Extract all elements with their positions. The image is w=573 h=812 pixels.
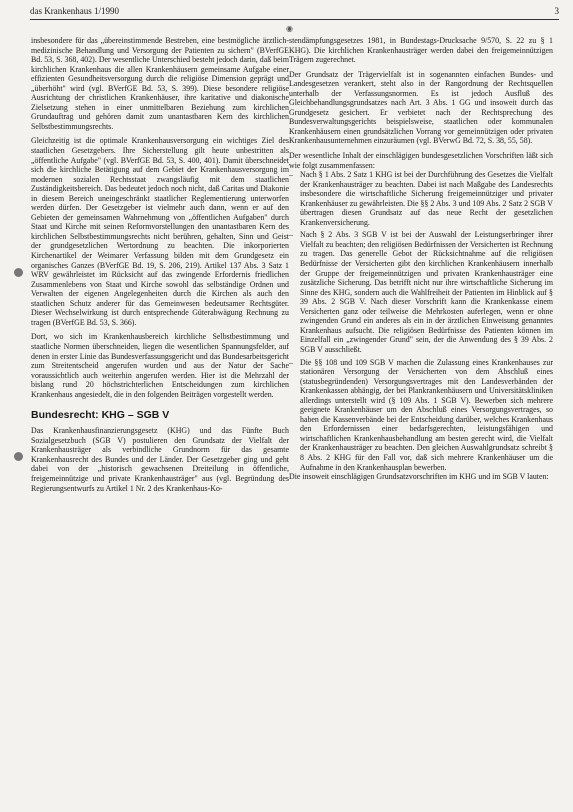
list-item: – Nach § 1 Abs. 2 Satz 1 KHG ist bei der Durchführung des Gesetzes die Vielfalt der Krankenhausträger zu beachten. Dabei ist nach Maßgabe des Landesrechts insbesondere die wirtschaftliche Sicherung freigemeinnütziger und privater Krankenhäuser zu gewährleisten. Die §§ 2 Abs. 3 und 109 Abs. 2 Satz 2 SGB V übertragen diesen Grundsatz auf das neue Recht der gesetzlichen Krankenversicherung.	[289, 170, 553, 227]
left-column	[31, 36, 289, 493]
paragraph: Das Krankenhausfinanzierungsgesetz (KHG) und das Fünfte Buch Sozialgesetzbuch (SGB V) postulieren den Grundsatz der Vielfalt der Krankenhausträger als verbindliche Grundnorm für das gesamte Krankenhausrecht des Bundes und der Länder. Der Gesetzgeber ging und geht dabei von der „historisch gewachsenen Dreiteilung in öffentliche, freigemeinnützige und private Krankenhausträger" aus (vgl. Begründung des Regierungsentwurfs zu Artikel 1 Nr. 2 des Krankenhaus-Ko-	[31, 426, 289, 493]
ornament-icon: ◉	[286, 24, 293, 33]
paragraph: Die insoweit einschlägigen Grundsatzvorschriften im KHG und im SGB V lauten:	[289, 472, 549, 482]
paragraph: Der wesentliche Inhalt der einschlägigen bundesgesetzlichen Vorschriften läßt sich wie folgt zusammenfassen:	[289, 151, 553, 170]
paragraph: Der Grundsatz der Trägervielfalt ist in sogenannten einfachen Bundes- und Landesgesetzen verankert, steht also in der Rangordnung der Rechtsquellen unterhalb der Verfassungsnormen. Es ist jedoch Ausfluß des Gleichbehandlungsgrundsatzes nach Art. 3 Abs. 1 GG und insoweit durch das Grundgesetz gesichert. Er verbietet nach der Rechtsprechung des Bundesverwaltungsgerichts beispielsweise, staatlichen oder kommunalen Krankenhäusern einen grundsätzlichen Vorrang vor gemeinnützigen oder privaten Krankenhausunternehmen einzuräumen (vgl. BVerwG Bd. 72, S. 38, 55, 58).	[289, 69, 553, 146]
punch-hole-icon	[14, 452, 23, 461]
section-heading: Bundesrecht: KHG – SGB V	[31, 409, 170, 422]
header-rule	[30, 19, 559, 20]
paragraph: Gleichzeitig ist die optimale Krankenhausversorgung ein wichtiges Ziel des staatlichen Gesetzgebers. Ihre Sicherstellung gilt heute unbestritten als „öffentliche Aufgabe" (vgl. BVerfGE Bd. 53, S. 400, 401). Damit überschneidet sich die kirchliche Betätigung auf dem Gebiet der Krankenhausversorgung im modernen sozialen Rechtsstaat zwangsläufig mit dem staatlichen Zuständigkeitsbereich. Das bedeutet jedoch noch nicht, daß Caritas und Diakonie in diesem Bereich uneingeschränkt staatlicher Reglementierung unterworfen werden dürfen. Der Gesetzgeber ist vielmehr auch dann, wenn er auf den Gebieten der gemeinsamen Wahrnehmung von „öffentlichen Aufgaben" durch Staat und Kirche mit seinen Reformvorstellungen den unantastbaren Kern des kirchlichen Selbstbestimmungsrechts nicht berühren, gehalten, Sinn und Geist der grundgesetzlichen Wertordnung zu beachten. Die inkorporierten Kirchenartikel der Weimarer Verfassung bilden mit dem Grundgesetz ein organisches Ganzes (BVerfGE Bd. 19, S. 206, 219). Artikel 137 Abs. 3 Satz 1 WRV gewährleistet im Rücksicht auf das zwingende Erfordernis friedlichen Zusammenlebens von Staat und Kirche sowohl das selbständige Ordnen und Verwalten der eigenen Angelegenheiten durch die Kirchen als auch den staatlichen Schutz anderer für das Gemeinwesen bedeutsamer Rechtsgüter. Dieser Wechselwirkung ist durch entsprechende Güterabwägung Rechnung zu tragen (BVerfGE Bd. 53, S. 366).	[31, 136, 289, 327]
running-header	[30, 6, 559, 20]
paragraph: stendämpfungsgesetzes 1981, in Bundestags-Drucksache 9/570, S. 22 zu § 1 KHG). Die kirchlichen Krankenhausträger werden dabei den freigemeinnützigen Trägern zugerechnet.	[289, 36, 553, 65]
paragraph: insbesondere für das „übereinstimmende Bestreben, eine bestmögliche ärztlich-medizinische Behandlung und Versorgung der Patienten zu sichern" (BVerfGE Bd. 53, S. 368, 402). Der wesentliche Unterschied besteht jedoch darin, daß beim kirchlichen Krankenhaus die allen Krankenhäusern gemeinsame Aufgabe einer effizienten Gesundheitsversorgung durch die religiöse Dimension geprägt und „überhöht" wird (vgl. BVerfGE Bd. 53, S. 399). Diese besondere religiöse Ausrichtung der christlichen Krankenhäuser, ihre karitative und diakonische Zielsetzung stehen in einer unmittelbaren Beziehung zum kirchlichen Grundauftrag und gehören damit zum unantastbaren Kern des kirchlichen Selbstbestimmungsrechts.	[31, 36, 289, 131]
list-item: – Die §§ 108 und 109 SGB V machen die Zulassung eines Krankenhauses zur stationären Versorgung der Versicherten von dem Abschluß eines (statusbegründenden) Versorgungsvertrages mit den Landesverbänden der Krankenkassen abhängig, der bei Plankrankenhäusern und Universitätskliniken allerdings unterstellt wird (§ 109 Abs. 1 SGB V). Bewerben sich mehrere geeignete Krankenhäuser um den Abschluß eines Versorgungsvertrages, so haben die Kassenverbände bei der Entscheidung darüber, welches Krankenhaus den Erfordernissen einer bedarfsgerechten, leistungsfähigen und wirtschaftlichen Krankenhausbehandlung am besten gerecht wird, die Vielfalt der Krankenhausträger zu beachten. Den gleichen Auswahlgrundsatz schreibt § 8 Abs. 2 KHG für den Fall vor, daß sich mehrere Krankenhäuser um die Aufnahme in den Krankenhausplan bewerben.	[289, 358, 553, 473]
bullet-list	[289, 170, 553, 472]
right-column	[289, 36, 553, 482]
page-number: 3	[554, 6, 559, 16]
list-item: – Nach § 2 Abs. 3 SGB V ist bei der Auswahl der Leistungserbringer ihrer Vielfalt zu beachten; den religiösen Bedürfnissen der Versicherten ist Rechnung zu tragen. Das generelle Gebot der Rücksichtnahme auf die religiösen Bedürfnisse der Versicherten gibt den kirchlichen Krankenhäusern innerhalb der Gruppe der freigemeinnützigen und privaten Krankenhausträger eine zusätzliche Sicherung. Das betrifft nicht nur ihre wirtschaftliche Sicherung im Sinne des KHG, sondern auch die Wahlfreiheit der Patienten im Hinblick auf § 39 Abs. 2 SGB V. Nach dieser Vorschrift kann die Krankenkasse einem Versicherten ganz oder teilweise die Mehrkosten auferlegen, wenn er ohne zwingenden Grund ein anderes als ein in der ärztlichen Einweisung genanntes Krankenhaus aufsucht. Die religiösen Bedürfnisse des Patienten können im Einzelfall ein „zwingender Grund" sein, der die Anwendung des § 39 Abs. 2 SGB V ausschließt.	[289, 230, 553, 354]
punch-hole-icon	[14, 268, 23, 277]
journal-title: das Krankenhaus 1/1990	[30, 6, 119, 16]
paragraph: Dort, wo sich im Krankenhausbereich kirchliche Selbstbestimmung und staatliche Normen überschneiden, liegen die wesentlichen Spannungsfelder, auf denen in erster Linie das Bundesverfassungsgericht und das Bundesarbeitsgericht zum Streitentscheid angerufen wurden und aus der Natur der Sache voraussichtlich auch weiterhin angerufen werden. Hier ist die Mehrzahl der bislang rund 20 höchstrichterlichen Entscheidungen zum kirchlichen Krankenhaus angesiedelt, die in den folgenden Beiträgen vorgestellt werden.	[31, 332, 289, 399]
